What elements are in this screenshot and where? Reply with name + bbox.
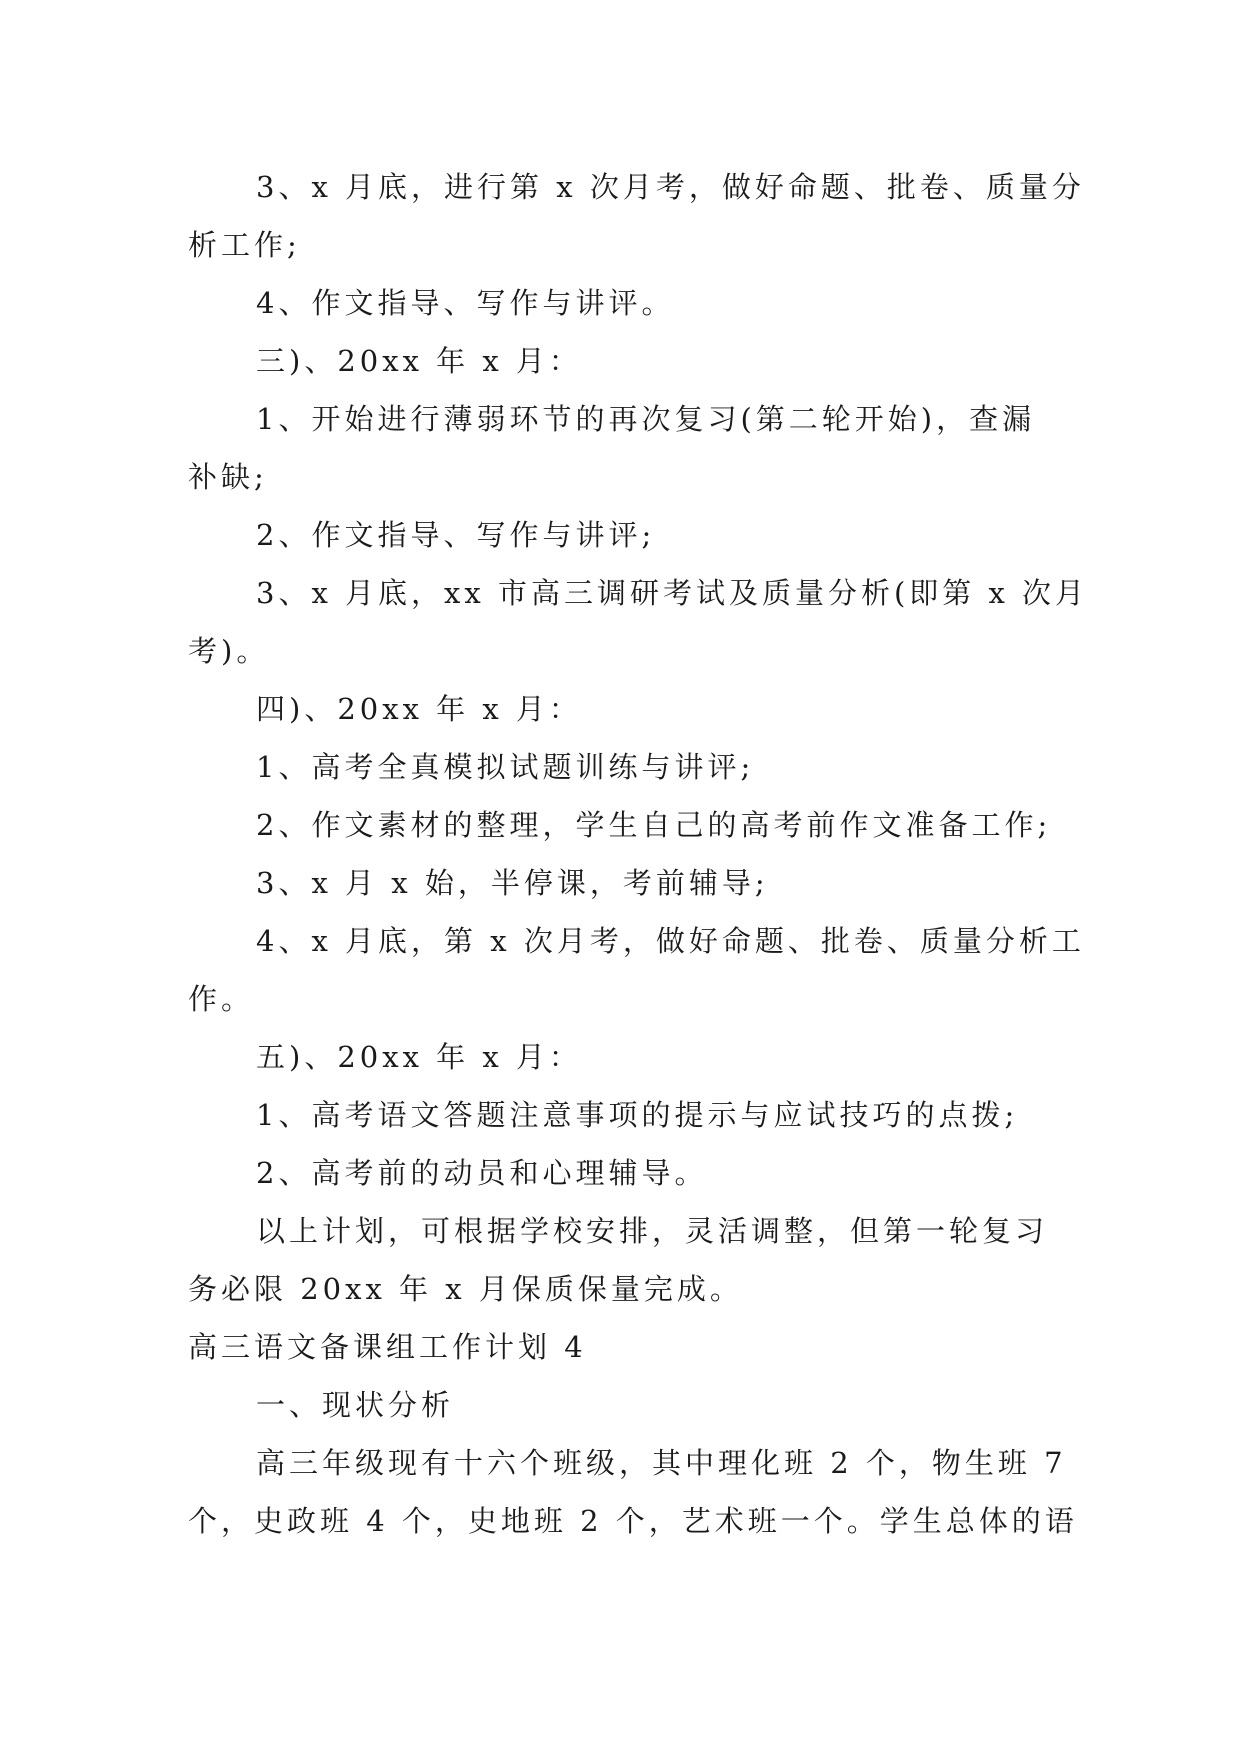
text-line: 考)。 [188,634,270,668]
section-heading: 五)、20xx 年 x 月： [256,1040,582,1074]
text-line: 高三年级现有十六个班级，其中理化班 2 个，物生班 7 [256,1446,1067,1480]
text-line: 1、高考语文答题注意事项的提示与应试技巧的点拨; [256,1098,1019,1132]
text-line: 以上计划，可根据学校安排，灵活调整，但第一轮复习 [256,1214,1049,1248]
text-line: 1、高考全真模拟试题训练与讲评; [256,750,755,784]
section-heading: 四)、20xx 年 x 月： [256,692,582,726]
text-line: 3、x 月底，xx 市高三调研考试及质量分析(即第 x 次月 [256,576,1089,610]
document-body [188,158,1089,1550]
text-line: 3、x 月底，进行第 x 次月考，做好命题、批卷、质量分 [256,170,1085,204]
text-line: 析工作; [188,228,301,262]
text-line: 4、x 月底，第 x 次月考，做好命题、批卷、质量分析工 [256,924,1085,958]
text-line: 2、作文素材的整理，学生自己的高考前作文准备工作; [256,808,1052,842]
text-line: 务必限 20xx 年 x 月保质保量完成。 [188,1272,743,1306]
section-heading: 一、现状分析 [256,1388,455,1422]
document-title: 高三语文备课组工作计划 4 [188,1330,587,1364]
text-line: 作。 [188,982,255,1016]
text-line: 补缺; [188,460,268,494]
text-line: 4、作文指导、写作与讲评。 [256,286,675,320]
section-heading: 三)、20xx 年 x 月： [256,344,582,378]
text-line: 2、作文指导、写作与讲评; [256,518,656,552]
text-line: 个，史政班 4 个，史地班 2 个，艺术班一个。学生总体的语 [188,1504,1078,1538]
text-line: 1、开始进行薄弱环节的再次复习(第二轮开始)，查漏 [256,402,1036,436]
text-line: 2、高考前的动员和心理辅导。 [256,1156,708,1190]
text-line: 3、x 月 x 始，半停课，考前辅导; [256,866,769,900]
